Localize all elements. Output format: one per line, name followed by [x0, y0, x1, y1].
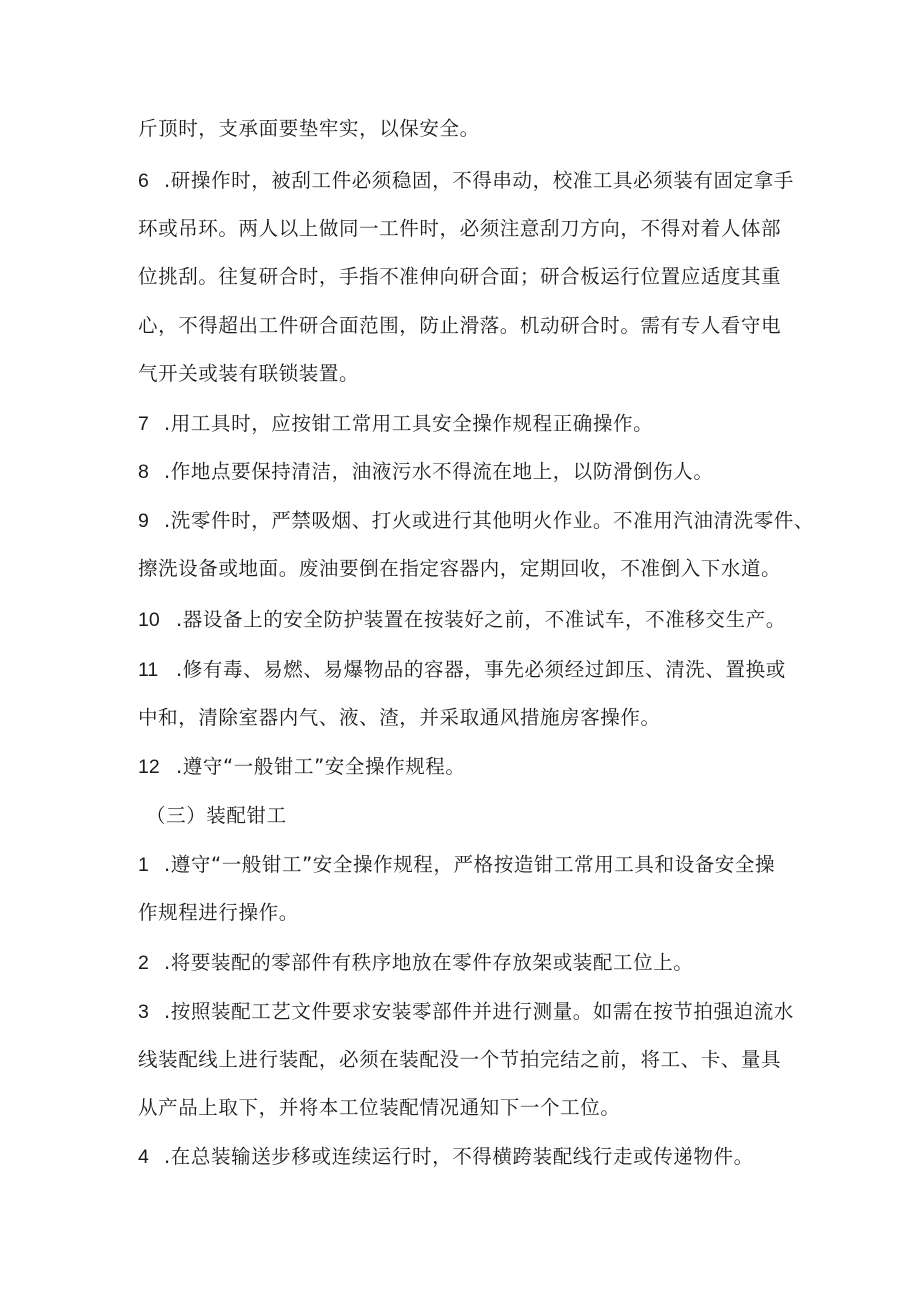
line-text: 位挑刮。往复研合时，手指不准伸向研合面；研合板运行位置应适度其重	[138, 265, 782, 288]
line-text: 作规程进行操作。	[138, 901, 299, 924]
line-text: .用工具时，应按钳工常用工具安全操作规程正确操作。	[164, 412, 654, 435]
line-text: .研操作时，被刮工件必须稳固，不得串动，校准工具必须装有固定拿手	[164, 169, 794, 192]
item-number: 4	[138, 1146, 149, 1168]
list-item	[138, 852, 798, 878]
item-number: 11	[138, 659, 159, 681]
list-item	[138, 411, 798, 437]
line-text: 斤顶时，支承面要垫牢实，以保安全。	[138, 117, 480, 140]
list-item	[138, 950, 798, 976]
line-text: 线装配线上进行装配，必须在装配没一个节拍完结之前，将工、卡、量具	[138, 1048, 782, 1071]
item-number: 2	[138, 952, 149, 974]
text-line	[138, 556, 798, 582]
list-item	[138, 754, 798, 780]
line-text: .按照装配工艺文件要求安装零部件并进行测量。如需在按节拍强迫流水	[164, 1000, 794, 1023]
heading-text: （三）装配钳工	[146, 804, 287, 827]
list-item	[138, 1144, 798, 1170]
section-heading	[146, 803, 806, 829]
item-number: 6	[138, 170, 149, 192]
line-text: .作地点要保持清洁，油液污水不得流在地上，以防滑倒伤人。	[164, 460, 714, 483]
line-text: 中和，清除室器内气、液、渣，并采取通风措施房客操作。	[138, 706, 661, 729]
text-line	[138, 705, 798, 731]
line-text: .器设备上的安全防护装置在按装好之前，不准试车，不准移交生产。	[176, 608, 786, 631]
line-text: .遵守“一般钳工”安全操作规程。	[176, 755, 466, 778]
list-item	[138, 168, 798, 194]
list-item	[138, 607, 798, 633]
line-text: 气开关或装有联锁装置。	[138, 362, 360, 385]
list-item	[138, 459, 798, 485]
line-text: 心，不得超出工件研合面范围，防止滑落。机动研合时。需有专人看守电	[138, 314, 782, 337]
line-text: 擦洗设备或地面。废油要倒在指定容器内，定期回收，不准倒入下水道。	[138, 557, 782, 580]
text-line	[138, 1095, 798, 1121]
item-number: 3	[138, 1001, 149, 1023]
item-number: 12	[138, 756, 160, 778]
text-line	[138, 361, 798, 387]
item-number: 1	[138, 854, 149, 876]
line-text: .洗零件时，严禁吸烟、打火或进行其他明火作业。不准用汽油清洗零件、	[164, 509, 814, 532]
line-text: 环或吊环。两人以上做同一工件时，必须注意刮刀方向，不得对着人体部	[138, 217, 782, 240]
list-item	[138, 508, 814, 534]
list-item	[138, 999, 798, 1025]
text-line	[138, 264, 798, 290]
item-number: 10	[138, 609, 160, 631]
item-number: 9	[138, 510, 149, 532]
line-text: .将要装配的零部件有秩序地放在零件存放架或装配工位上。	[164, 951, 694, 974]
item-number: 8	[138, 461, 149, 483]
text-line	[138, 1047, 798, 1073]
line-text: 从产品上取下，并将本工位装配情况通知下一个工位。	[138, 1096, 621, 1119]
list-item	[138, 657, 798, 683]
line-text: .遵守“一般钳工”安全操作规程，严格按造钳工常用工具和设备安全操	[164, 853, 776, 876]
item-number: 7	[138, 413, 149, 435]
text-line	[138, 116, 798, 142]
text-line	[138, 313, 798, 339]
text-line	[138, 900, 798, 926]
text-line	[138, 216, 798, 242]
line-text: .在总装输送步移或连续运行时，不得横跨装配线行走或传递物件。	[164, 1145, 754, 1168]
line-text: .修有毒、易燃、易爆物品的容器，事先必须经过卸压、清洗、置换或	[176, 658, 786, 681]
